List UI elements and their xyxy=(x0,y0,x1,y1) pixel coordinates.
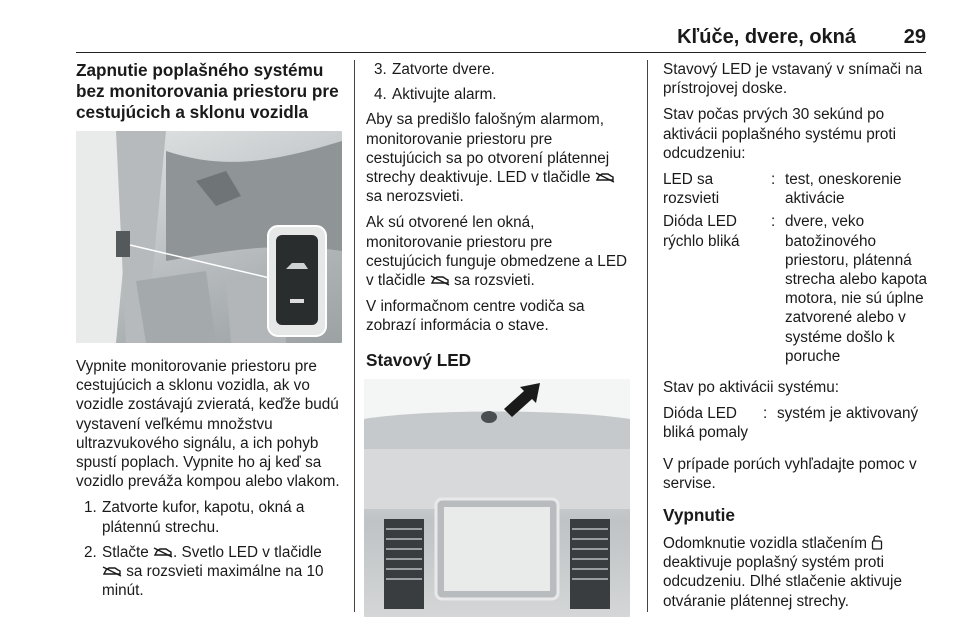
paragraph: Stav po aktivácii systému: xyxy=(663,379,839,397)
table-row: Dióda LED bliká pomaly : systém je aktivovaný xyxy=(663,405,919,442)
column-divider xyxy=(647,60,648,612)
column-divider xyxy=(354,60,355,612)
column-left xyxy=(76,60,344,606)
chapter-title: Kľúče, dvere, okná xyxy=(677,26,856,48)
section-heading: Vypnutie xyxy=(663,505,735,526)
list-item: 1. Zatvorte kufor, kapotu, okná a plátennú strechu. xyxy=(84,499,305,536)
section-heading: Stavový LED xyxy=(366,349,472,370)
paragraph: Stavový LED je vstavaný v snímači na prístrojovej doske. xyxy=(663,61,923,98)
paragraph: Aby sa predišlo falošným alarmom, monitorovanie priestoru pre cestujúcich sa po otvorení plátennej strechy deaktivuje. LED v tlačidle sa nerozsvieti. xyxy=(366,110,632,206)
car-alarm-icon xyxy=(595,171,615,183)
list-item: 4. Aktivujte alarm. xyxy=(374,86,497,104)
column-middle xyxy=(366,60,632,617)
paragraph: Odomknutie vozidla stlačením deaktivuje poplašný systém proti odcudzeniu. Dlhé stlačenie aktivuje otváranie plátennej strechy. xyxy=(663,535,902,610)
steps-list xyxy=(76,498,344,600)
paragraph: Ak sú otvorené len okná, monitorovanie priestoru pre cestujúcich funguje obmedzene a LED v tlačidle sa rozsvieti. xyxy=(366,214,628,290)
table-row: Dióda LED rýchlo bliká : dvere, veko batožinového priestoru, plátenná strecha alebo kapota motora, nie sú úplne zatvorené alebo v systéme došlo k poruche xyxy=(663,213,928,365)
page-number: 29 xyxy=(903,26,926,48)
paragraph: Stav počas prvých 30 sekúnd po aktivácii poplašného systému proti odcudzeniu: xyxy=(663,106,896,162)
paragraph: V prípade porúch vyhľadajte pomoc v servise. xyxy=(663,455,917,492)
steps-list xyxy=(366,60,632,104)
column-right xyxy=(663,60,933,618)
paragraph: V informačnom centre vodiča sa zobrazí informácia o stave. xyxy=(366,298,585,335)
status-led-photo xyxy=(364,379,630,617)
list-item: 2. Stlačte . Svetlo LED v tlačidle sa rozsvieti maximálne na 10 minút. xyxy=(84,543,324,600)
unlock-icon xyxy=(871,534,883,550)
car-alarm-icon xyxy=(430,274,450,286)
status-table xyxy=(663,404,918,446)
status-table xyxy=(663,170,933,370)
intro-paragraph: Vypnite monitorovanie priestoru pre cestujúcich a sklonu vozidla, ak vo vozidle zostávajú zvieratá, keďže budú vystavení veľkému množstvu ultrazvukového signálu, a ich pohyb spustí poplach. Vypnite ho aj keď sa vozidlo preváža kompou alebo vlakom. xyxy=(76,358,340,491)
page-header xyxy=(76,26,926,53)
list-item: 3. Zatvorte dvere. xyxy=(374,61,495,78)
car-alarm-icon xyxy=(102,565,122,577)
car-alarm-icon xyxy=(153,546,173,558)
dashboard-button-photo xyxy=(76,131,342,343)
table-row: LED sa rozsvieti : test, oneskorenie aktivácie xyxy=(663,171,902,208)
section-heading: Zapnutie poplašného systému bez monitorovania priestoru pre cestujúcich a sklonu vozidla xyxy=(76,60,339,122)
